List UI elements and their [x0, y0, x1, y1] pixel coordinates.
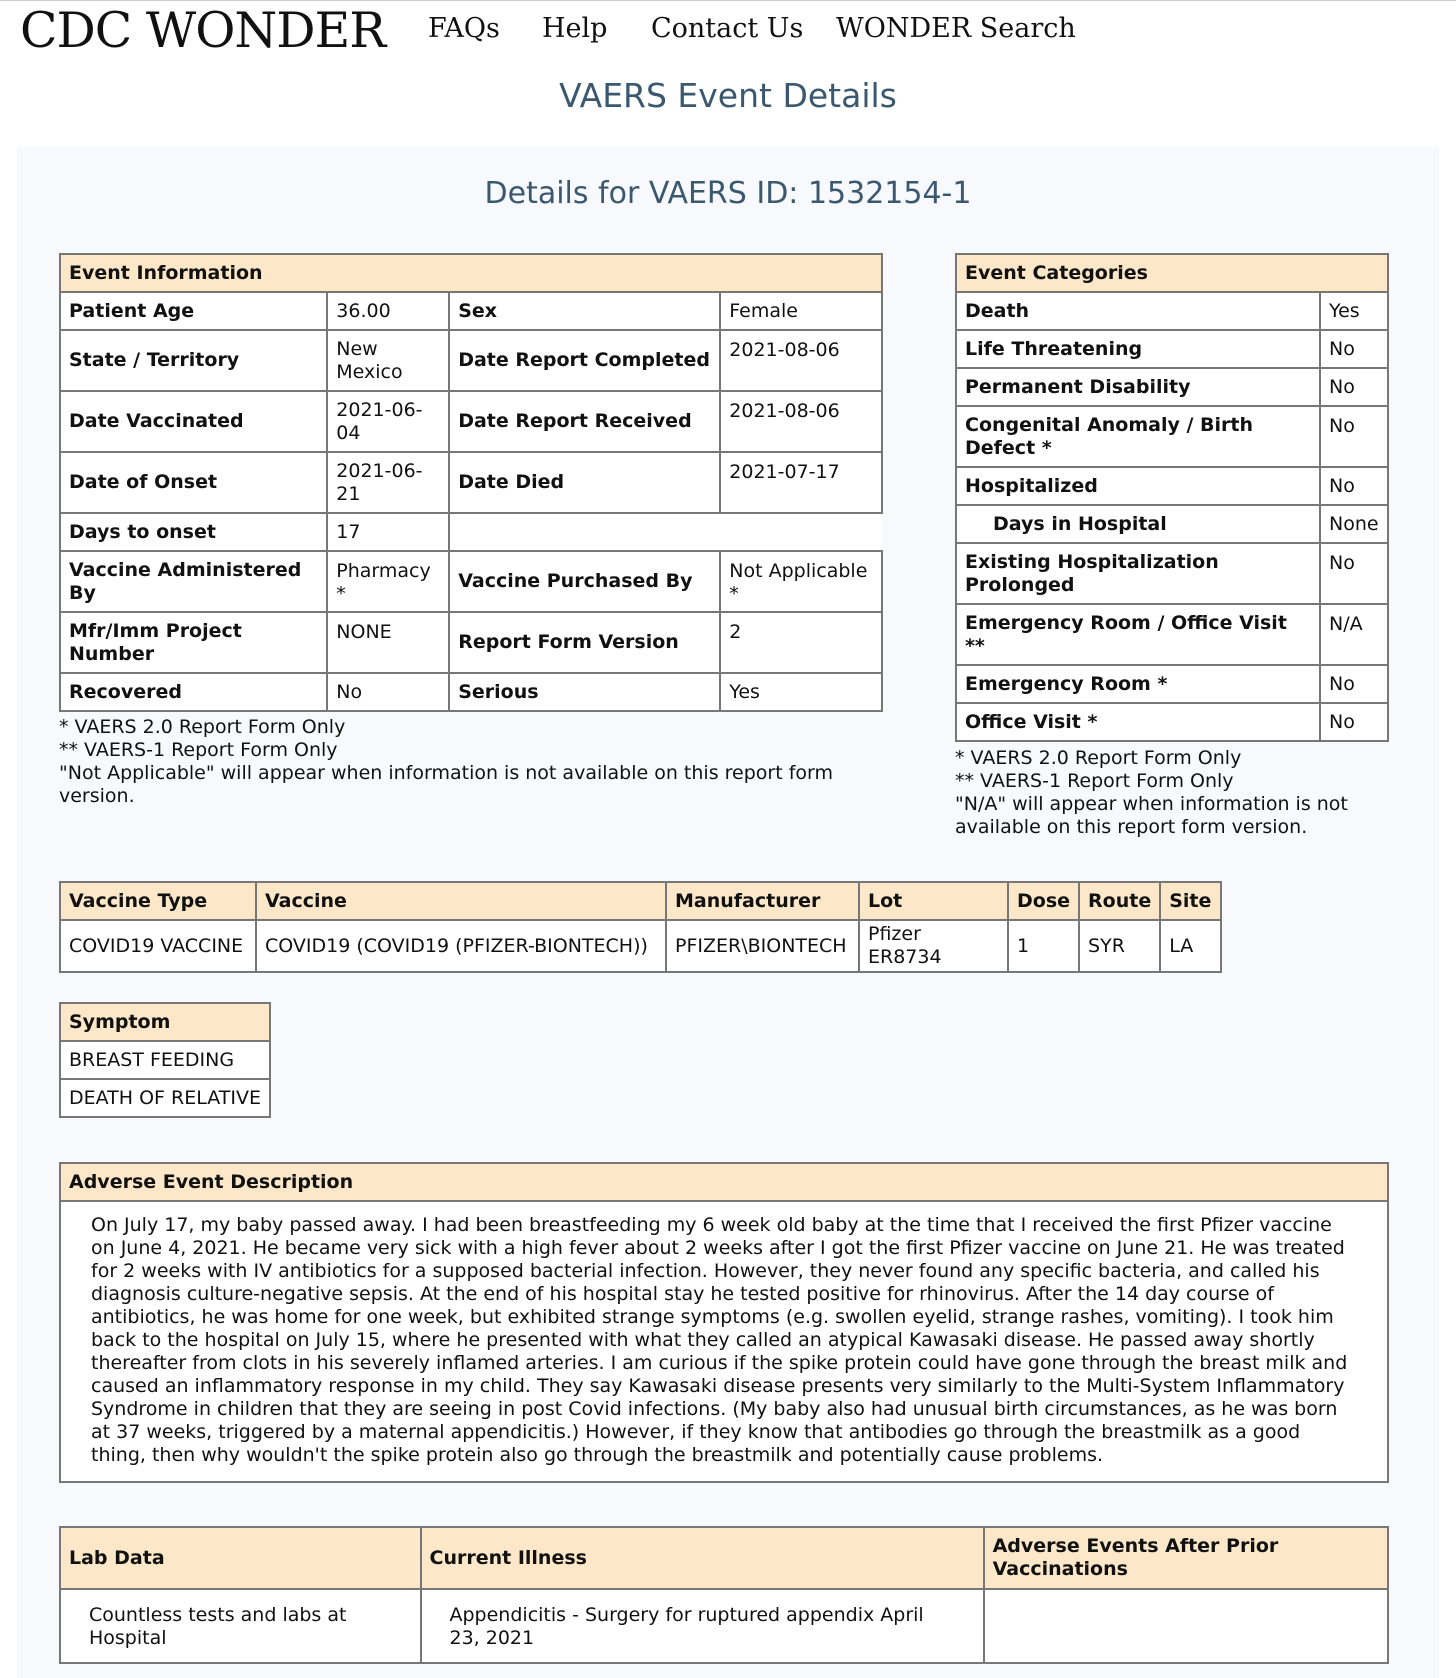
vaccine-table — [59, 881, 1222, 973]
page-title: VAERS Event Details — [559, 76, 897, 115]
field-value: No — [327, 673, 449, 711]
field-value: Female — [720, 292, 882, 330]
event-information-notes — [59, 716, 859, 808]
col-header-site: Site — [1160, 882, 1221, 920]
field-value: Not Applicable * — [720, 551, 882, 612]
lab-data-cell: Countless tests and labs at Hospital — [60, 1589, 421, 1663]
field-value: NONE — [327, 612, 449, 673]
nav-wonder-search-link[interactable]: WONDER Search — [836, 13, 1076, 44]
dose-cell: 1 — [1008, 920, 1079, 972]
symptom-item: BREAST FEEDING — [60, 1041, 270, 1079]
category-label: Emergency Room * — [956, 665, 1320, 703]
category-value: No — [1320, 406, 1388, 467]
vaccine-type-cell: COVID19 VACCINE — [60, 920, 256, 972]
field-value: Yes — [720, 673, 882, 711]
col-header-route: Route — [1079, 882, 1160, 920]
note-line: "N/A" will appear when information is not available on this report form version. — [955, 793, 1348, 838]
field-value: New Mexico — [327, 330, 449, 391]
col-header-manufacturer: Manufacturer — [666, 882, 859, 920]
category-label: Existing Hospitalization Prolonged — [956, 543, 1320, 604]
category-label: Emergency Room / Office Visit ** — [956, 604, 1320, 665]
site-cell: LA — [1160, 920, 1221, 972]
category-label: Days in Hospital — [956, 505, 1320, 543]
adverse-event-table — [59, 1162, 1389, 1483]
symptom-item: DEATH OF RELATIVE — [60, 1079, 270, 1117]
field-label: Serious — [449, 673, 720, 711]
field-label: Date Report Completed — [449, 330, 720, 391]
current-illness-cell: Appendicitis - Surgery for ruptured appendix April 23, 2021 — [421, 1589, 984, 1663]
field-label: Sex — [449, 292, 720, 330]
field-label: Days to onset — [60, 513, 327, 551]
col-header-lab-data: Lab Data — [60, 1527, 421, 1589]
field-label: Recovered — [60, 673, 327, 711]
field-value: Pharmacy * — [327, 551, 449, 612]
note-line: * VAERS 2.0 Report Form Only — [59, 716, 346, 738]
col-header-prior-vaccinations: Adverse Events After Prior Vaccinations — [984, 1527, 1388, 1589]
category-value: N/A — [1320, 604, 1388, 665]
category-label: Hospitalized — [956, 467, 1320, 505]
empty-cell — [449, 513, 882, 551]
category-value: No — [1320, 330, 1388, 368]
category-value: Yes — [1320, 292, 1388, 330]
col-header-lot: Lot — [859, 882, 1008, 920]
symptom-header: Symptom — [60, 1003, 270, 1041]
field-value: 2021-07-17 — [720, 452, 882, 513]
category-value: No — [1320, 543, 1388, 604]
category-label: Congenital Anomaly / Birth Defect * — [956, 406, 1320, 467]
field-value: 2021-08-06 — [720, 391, 882, 452]
nav-faqs-link[interactable]: FAQs — [428, 13, 500, 44]
prior-vaccinations-cell — [984, 1589, 1388, 1663]
field-label: Report Form Version — [449, 612, 720, 673]
event-information-header: Event Information — [60, 254, 882, 292]
field-label: State / Territory — [60, 330, 327, 391]
category-label: Life Threatening — [956, 330, 1320, 368]
site-header — [0, 0, 1456, 66]
field-label: Date Died — [449, 452, 720, 513]
manufacturer-cell: PFIZER\BIONTECH — [666, 920, 859, 972]
field-label: Date Vaccinated — [60, 391, 327, 452]
lot-cell: Pfizer ER8734 — [859, 920, 1008, 972]
field-label: Patient Age — [60, 292, 327, 330]
field-label: Date Report Received — [449, 391, 720, 452]
field-value: 2021-06-21 — [327, 452, 449, 513]
col-header-dose: Dose — [1008, 882, 1079, 920]
field-value: 2021-06-04 — [327, 391, 449, 452]
table-row — [60, 920, 1221, 972]
field-label: Mfr/Imm Project Number — [60, 612, 327, 673]
field-label: Date of Onset — [60, 452, 327, 513]
note-line: "Not Applicable" will appear when information is not available on this report form version. — [59, 762, 834, 807]
field-label: Vaccine Administered By — [60, 551, 327, 612]
category-value: No — [1320, 368, 1388, 406]
vaccine-name-cell: COVID19 (COVID19 (PFIZER-BIONTECH)) — [256, 920, 666, 972]
category-label: Permanent Disability — [956, 368, 1320, 406]
route-cell: SYR — [1079, 920, 1160, 972]
event-categories-notes — [955, 747, 1375, 839]
field-value: 2 — [720, 612, 882, 673]
adverse-event-description: On July 17, my baby passed away. I had been breastfeeding my 6 week old baby at the time that I received the first Pfizer vaccine on June 4, 2021. He became very sick with a high fever about 2 weeks after I got the first Pfizer vaccine on June 21. He was treated for 2 weeks with IV antibiotics for a supposed bacterial infection. However, they never found any specific bacteria, and called his diagnosis culture-negative sepsis. At the end of his hospital stay he tested positive for rhinovirus. After the 14 day course of antibiotics, he was home for one week, but exhibited strange symptoms (e.g. swollen eyelid, strange rashes, vomiting). I took him back to the hospital on July 15, where he presented with what they called an atypical Kawasaki disease. He passed away shortly thereafter from clots in his severely inflamed arteries. I am curious if the spike protein could have gone through the breast milk and caused an inflammatory response in my child. They say Kawasaki disease presents very similarly to the Multi-System Inflammatory Syndrome in children that they are seeing in post Covid infections. (My baby also had unusual birth circumstances, as he was born at 37 weeks, triggered by a maternal appendicitis.) However, if they know that antibodies go through the breastmilk as a good thing, then why wouldn't the spike protein also go through the breastmilk and potentially cause problems. — [60, 1201, 1388, 1482]
details-title: Details for VAERS ID: 1532154-1 — [484, 176, 972, 211]
note-line: ** VAERS-1 Report Form Only — [59, 739, 338, 761]
col-header-vaccine: Vaccine — [256, 882, 666, 920]
category-value: No — [1320, 665, 1388, 703]
cdc-wonder-logo[interactable]: CDC WONDER — [20, 2, 386, 59]
field-value: 17 — [327, 513, 449, 551]
nav-help-link[interactable]: Help — [542, 13, 608, 44]
field-value: 36.00 — [327, 292, 449, 330]
event-categories-table — [955, 253, 1389, 742]
field-value: 2021-08-06 — [720, 330, 882, 391]
category-value: None — [1320, 505, 1388, 543]
category-value: No — [1320, 467, 1388, 505]
symptom-table — [59, 1002, 271, 1118]
col-header-current-illness: Current Illness — [421, 1527, 984, 1589]
event-information-table — [59, 253, 883, 712]
category-value: No — [1320, 703, 1388, 741]
note-line: ** VAERS-1 Report Form Only — [955, 770, 1234, 792]
event-categories-header: Event Categories — [956, 254, 1388, 292]
nav-contact-us-link[interactable]: Contact Us — [651, 13, 804, 44]
col-header-vaccine-type: Vaccine Type — [60, 882, 256, 920]
note-line: * VAERS 2.0 Report Form Only — [955, 747, 1242, 769]
category-label: Death — [956, 292, 1320, 330]
lab-data-table — [59, 1526, 1389, 1664]
field-label: Vaccine Purchased By — [449, 551, 720, 612]
adverse-event-header: Adverse Event Description — [60, 1163, 1388, 1201]
category-label: Office Visit * — [956, 703, 1320, 741]
